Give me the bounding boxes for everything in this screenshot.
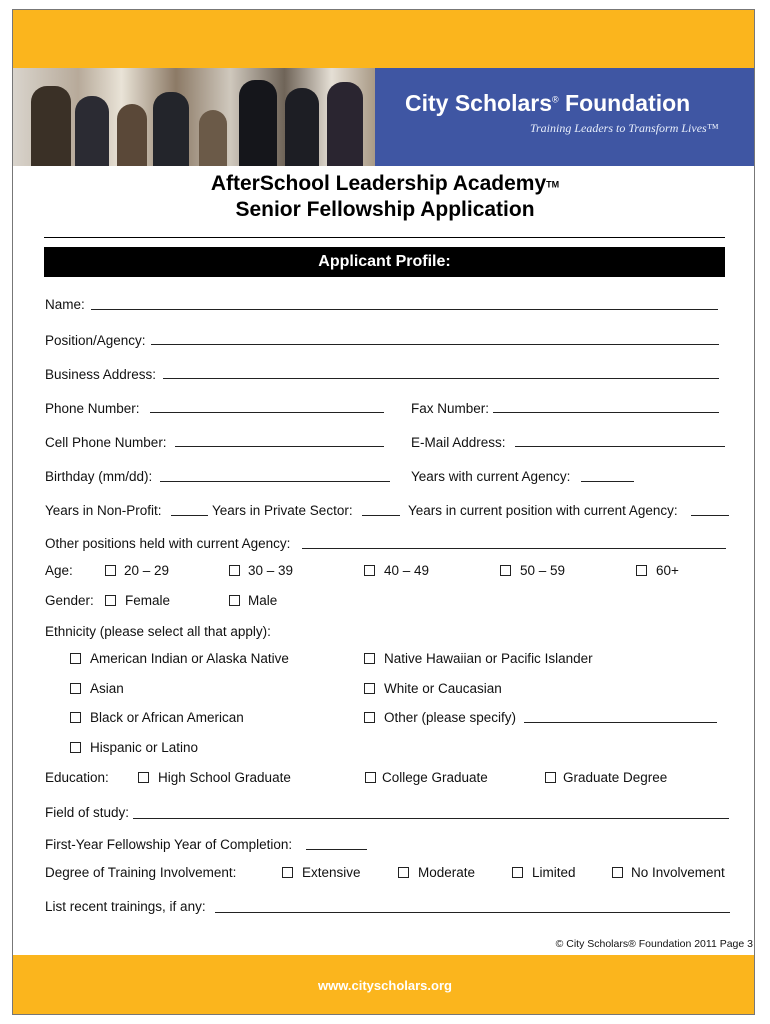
ethnicity-hispanic-label: Hispanic or Latino (90, 740, 199, 755)
ethnicity-other-checkbox[interactable] (364, 712, 375, 723)
gender-male-label: Male (248, 593, 278, 608)
email-label: E-Mail Address: (411, 435, 506, 450)
years-agency-label: Years with current Agency: (411, 469, 571, 484)
age-40-49-checkbox[interactable] (364, 565, 375, 576)
birthday-label: Birthday (mm/dd): (45, 469, 153, 484)
age-40-49-label: 40 – 49 (384, 563, 430, 578)
years-agency-field[interactable] (581, 481, 634, 482)
ethnicity-black-checkbox[interactable] (70, 712, 81, 723)
birthday-field[interactable] (160, 481, 390, 482)
education-college-checkbox[interactable] (365, 772, 376, 783)
ethnicity-asian-checkbox[interactable] (70, 683, 81, 694)
training-extensive-label: Extensive (302, 865, 361, 880)
top-orange-band (13, 10, 754, 68)
fax-label: Fax Number: (411, 401, 490, 416)
ethnicity-hispanic-checkbox[interactable] (70, 742, 81, 753)
years-position-field[interactable] (691, 515, 729, 516)
gender-female-checkbox[interactable] (105, 595, 116, 606)
age-60-plus-label: 60+ (656, 563, 679, 578)
phone-label: Phone Number: (45, 401, 140, 416)
other-positions-field[interactable] (302, 548, 726, 549)
education-college-label: College Graduate (382, 770, 488, 785)
ethnicity-asian-label: Asian (90, 681, 124, 696)
age-20-29-label: 20 – 29 (124, 563, 170, 578)
copyright-page-number: © City Scholars® Foundation 2011 Page 3 (555, 938, 753, 950)
years-nonprofit-label: Years in Non-Profit: (45, 503, 162, 518)
document-title: AfterSchool Leadership AcademyTM (210, 172, 560, 195)
fax-field[interactable] (493, 412, 719, 413)
training-limited-checkbox[interactable] (512, 867, 523, 878)
website-link[interactable]: www.cityscholars.org (318, 978, 452, 993)
training-limited-label: Limited (532, 865, 576, 880)
field-of-study-field[interactable] (133, 818, 729, 819)
other-positions-label: Other positions held with current Agency: (45, 536, 291, 551)
age-label: Age: (45, 563, 73, 578)
education-label: Education: (45, 770, 109, 785)
ethnicity-white-checkbox[interactable] (364, 683, 375, 694)
section-header: Applicant Profile: (44, 247, 725, 277)
first-year-label: First-Year Fellowship Year of Completion: (45, 837, 293, 852)
age-60-plus-checkbox[interactable] (636, 565, 647, 576)
cell-phone-label: Cell Phone Number: (45, 435, 167, 450)
document-subtitle: Senior Fellowship Application (235, 198, 535, 221)
age-30-39-checkbox[interactable] (229, 565, 240, 576)
training-label: Degree of Training Involvement: (45, 865, 237, 880)
training-no-involvement-label: No Involvement (631, 865, 725, 880)
name-field[interactable] (91, 309, 718, 310)
name-label: Name: (45, 297, 85, 312)
ethnicity-label: Ethnicity (please select all that apply): (45, 624, 271, 639)
education-high-school-checkbox[interactable] (138, 772, 149, 783)
ethnicity-american-indian-checkbox[interactable] (70, 653, 81, 664)
years-nonprofit-field[interactable] (171, 515, 208, 516)
gender-female-label: Female (125, 593, 171, 608)
ethnicity-american-indian-label: American Indian or Alaska Native (90, 651, 289, 666)
years-private-field[interactable] (362, 515, 400, 516)
education-graduate-degree-checkbox[interactable] (545, 772, 556, 783)
cell-phone-field[interactable] (175, 446, 384, 447)
ethnicity-other-specify-field[interactable] (524, 722, 717, 723)
age-20-29-checkbox[interactable] (105, 565, 116, 576)
gender-male-checkbox[interactable] (229, 595, 240, 606)
business-address-label: Business Address: (45, 367, 157, 382)
business-address-field[interactable] (163, 378, 719, 379)
ethnicity-native-hawaiian-checkbox[interactable] (364, 653, 375, 664)
header-banner (13, 68, 754, 166)
ethnicity-white-label: White or Caucasian (384, 681, 502, 696)
years-position-label: Years in current position with current Agency: (408, 503, 678, 518)
recent-trainings-field[interactable] (215, 912, 730, 913)
ethnicity-black-label: Black or African American (90, 710, 244, 725)
ethnicity-native-hawaiian-label: Native Hawaiian or Pacific Islander (384, 651, 593, 666)
training-moderate-label: Moderate (418, 865, 476, 880)
years-private-label: Years in Private Sector: (212, 503, 353, 518)
recent-trainings-label: List recent trainings, if any: (45, 899, 206, 914)
first-year-field[interactable] (306, 849, 367, 850)
age-50-59-checkbox[interactable] (500, 565, 511, 576)
position-agency-field[interactable] (151, 344, 719, 345)
ethnicity-other-label: Other (please specify) (384, 710, 517, 725)
email-field[interactable] (515, 446, 725, 447)
age-30-39-label: 30 – 39 (248, 563, 294, 578)
brand-name: City Scholars® Foundation (405, 90, 691, 116)
title-divider (44, 237, 725, 238)
training-extensive-checkbox[interactable] (282, 867, 293, 878)
brand-tagline: Training Leaders to Transform Lives™ (530, 121, 719, 135)
age-50-59-label: 50 – 59 (520, 563, 566, 578)
header-photo-collage (13, 68, 375, 166)
field-of-study-label: Field of study: (45, 805, 130, 820)
position-agency-label: Position/Agency: (45, 333, 146, 348)
training-moderate-checkbox[interactable] (398, 867, 409, 878)
gender-label: Gender: (45, 593, 94, 608)
phone-field[interactable] (150, 412, 384, 413)
education-graduate-degree-label: Graduate Degree (563, 770, 668, 785)
training-no-involvement-checkbox[interactable] (612, 867, 623, 878)
education-high-school-label: High School Graduate (158, 770, 291, 785)
